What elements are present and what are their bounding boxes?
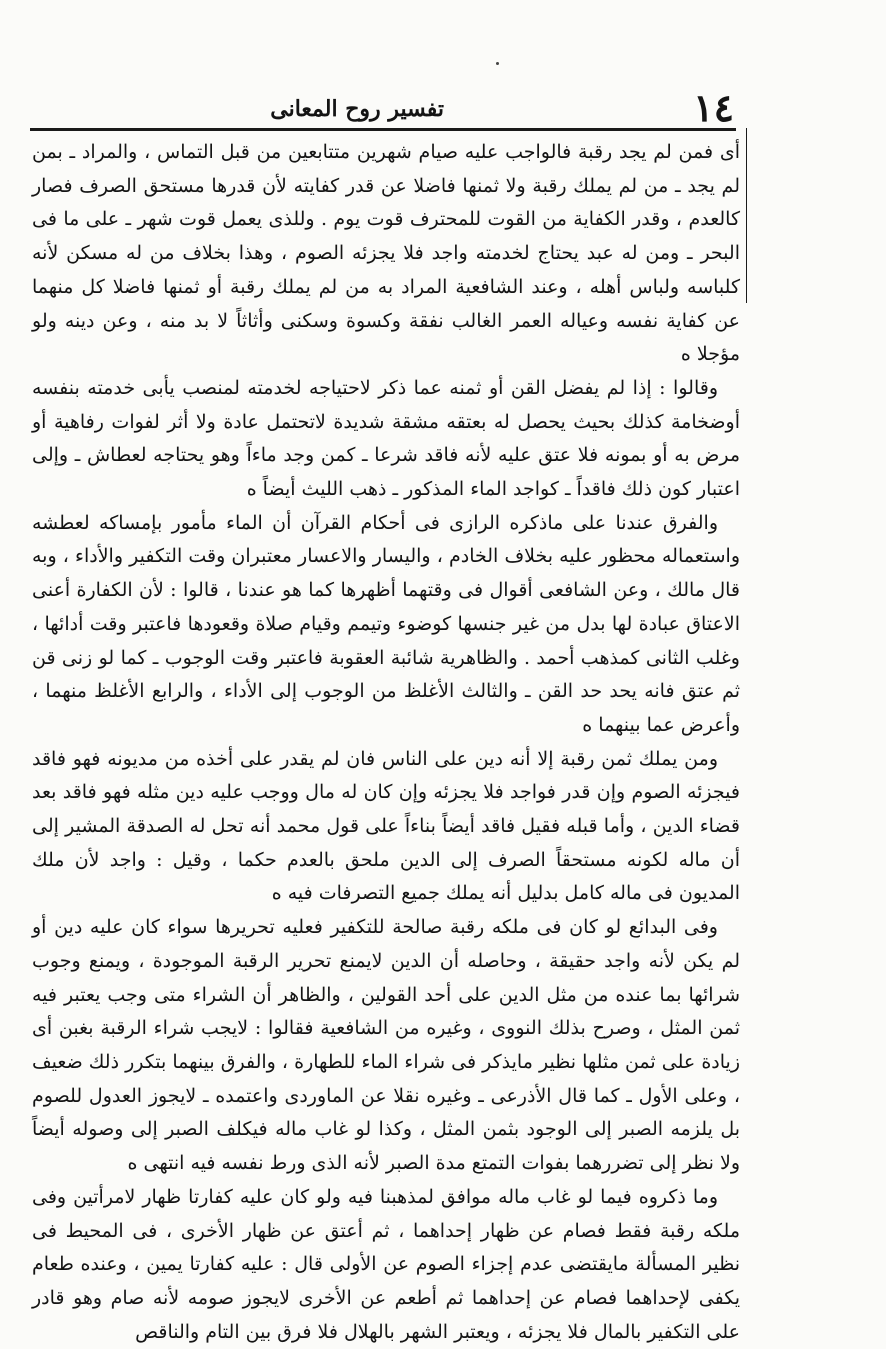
running-title: تفسير روح المعانى [270, 96, 444, 122]
paragraph: وفى البدائع لو كان فى ملكه رقبة صالحة للتكفير فعليه تحريرها سواء كان عليه دين أو لم يكن لأنه واجد حقيقة ، وحاصله أن الدين لايمنع تحرير الرقبة الموجودة ، ويمنع وجوب شرائها بما عنده من مثل الدين على أحد القولين ، والظاهر أن الشراء متى وجب يعتبر فيه ثمن المثل ، وصرح بذلك النووى ، وغيره من الشافعية فقالوا : لايجب شراء الرقبة بغبن أى زيادة على ثمن مثلها نظير مايذكر فى شراء الماء للطهارة ، والفرق بينهما بتكرر ذلك ضعيف ، وعلى الأول ـ كما قال الأذرعى ـ وغيره نقلا عن الماوردى واعتمده ـ لايجوز العدول للصوم بل يلزمه الصبر إلى الوجود بثمن المثل ، وكذا لو غاب ماله فيكلف الصبر إلى وصوله أيضاً ولا نظر إلى تضررهما بفوات التمتع مدة الصبر لأنه الذى ورط نفسه فيه انتهى ه [32, 916, 740, 1175]
page-header [32, 85, 734, 130]
paragraph: والفرق عندنا على ماذكره الرازى فى أحكام القرآن أن الماء مأمور بإمساكه لعطشه واستعماله محظور عليه بخلاف الخادم ، واليسار والاعسار معتبران وقت التكفير والأداء ، وبه قال مالك ، وعن الشافعى أقوال فى وقتهما أظهرها كما هو عندنا ، قالوا : لأن الكفارة أعنى الاعتاق عبادة لها بدل من غير جنسها كوضوء وتيمم وقيام صلاة وقعودها فاعتبر وقت أدائها ، وغلب الثانى كمذهب أحمد . والظاهرية شائبة العقوبة فاعتبر وقت الوجوب ـ كما لو زنى قن ثم عتق فانه يحد حد القن ـ والثالث الأغلظ من الوجوب إلى الأداء ، والرابع الأغلظ منهما ، وأعرض عما بينهما ه [32, 511, 740, 736]
margin-line [746, 128, 747, 303]
paragraph: وقالوا : إذا لم يفضل القن أو ثمنه عما ذكر لاحتياجه لخدمته لمنصب يأبى خدمته بنفسه أوضخامة كذلك بحيث يحصل له بعتقه مشقة شديدة لاتحتمل عادة ولا أثر لفوات رفاهية أو مرض به أو بمونه فلا عتق عليه لأنه فاقد شرعا ـ كمن وجد ماءاً وهو يحتاجه لعطاش ـ وإلى اعتبار كون ذلك فاقداً ـ كواجد الماء المذكور ـ ذهب الليث أيضاً ه [32, 376, 740, 501]
paragraph: ومن يملك ثمن رقبة إلا أنه دين على الناس فان لم يقدر على أخذه من مديونه فهو فاقد فيجزئه الصوم وإن قدر فواجد فلا يجزئه وإن كان له مال ووجب عليه دين مثله فهو فاقد بعد قضاء الدين ، وأما قبله فقيل فاقد أيضاً بناءاً على قول محمد أنه تحل له الصدقة المشير إلى أن ماله لكونه مستحقاً الصرف إلى الدين ملحق بالعدم حكما ، وقيل : واجد لأن ملك المديون فى ماله كامل بدليل أنه يملك جميع التصرفات فيه ه [32, 747, 740, 905]
header-rule [30, 128, 736, 131]
body-text [32, 136, 740, 1349]
paragraph: أى فمن لم يجد رقبة فالواجب عليه صيام شهرين متتابعين من قبل التماس ، والمراد ـ بمن لم يجد ـ من لم يملك رقبة ولا ثمنها فاضلا عن قدر كفايته لأن قدرها مستحق الصرف فصار كالعدم ، وقدر الكفاية من القوت للمحترف قوت يوم . وللذى يعمل قوت شهر ـ على ما فى البحر ـ ومن له عبد يحتاج لخدمته واجد فلا يجزئه الصوم ، وهذا بخلاف من له مسكن لأنه كلباسه ولباس أهله ، وعند الشافعية المراد به من لم يملك رقبة أو ثمنها فاضلا كل منهما عن كفاية نفسه وعياله العمر الغالب نفقة وكسوة وسكنى وأثاثاً لا بد منه ، وعن دينه ولو مؤجلا ه [32, 141, 740, 366]
page-number: ١٤ [693, 85, 734, 130]
ink-speck [496, 62, 499, 65]
paragraph: وما ذكروه فيما لو غاب ماله موافق لمذهبنا فيه ولو كان عليه كفارتا ظهار لامرأتين وفى ملكه رقبة فقط فصام عن ظهار إحداهما ، ثم أعتق عن ظهار الأخرى ، فى المحيط فى نظير المسألة مايقتضى عدم إجزاء الصوم عن الأولى قال : عليه كفارتا يمين ، وعنده طعام يكفى لإحداهما فصام عن إحداهما ثم أطعم عن الأخرى لايجوز صومه لأنه صام وهو قادر على التكفير بالمال فلا يجزئه ، ويعتبر الشهر بالهلال فلا فرق بين التام والناقص [32, 1185, 740, 1343]
